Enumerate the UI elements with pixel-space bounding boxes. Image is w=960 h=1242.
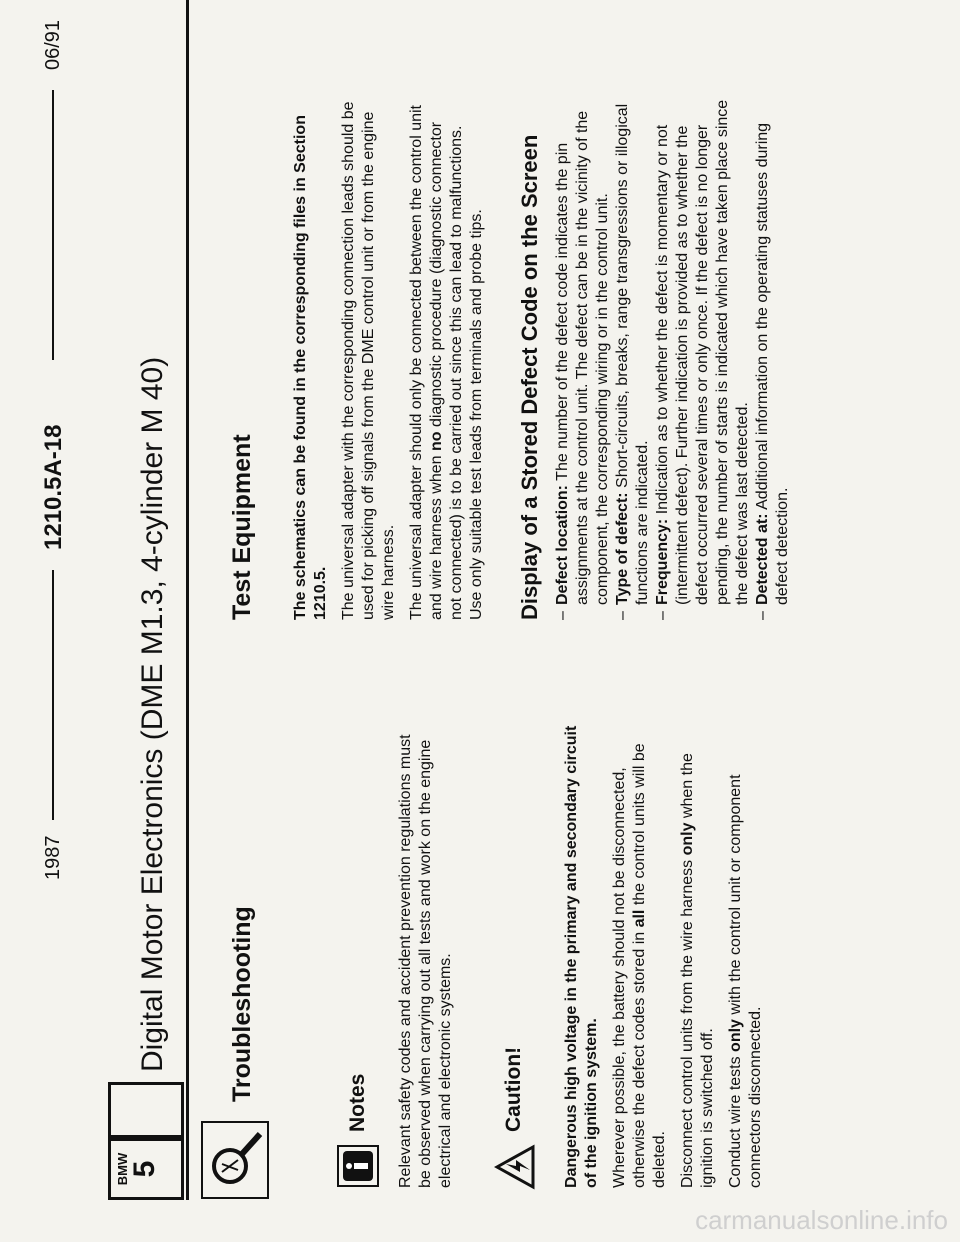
item-text: Short-circuits, breaks, range transgressions or illogical functions are indicated. [614,103,651,605]
brand-number: 5 [128,1160,161,1178]
brand-box [108,1138,184,1200]
caution-heading: Caution! [502,1046,525,1132]
test-paragraph: Use only suitable test leads from terminals and probe tips. [468,209,485,620]
title-rule [186,0,189,1200]
caution-paragraph [726,718,766,1188]
notes-header [330,660,396,1200]
info-icon [336,1144,380,1188]
emphasis: all [631,909,648,928]
watermark: carmanualsonline.info [695,1205,948,1235]
list-item [553,90,613,620]
brand-box-empty [108,1082,184,1138]
defect-list [553,90,793,620]
troubleshooting-heading: Troubleshooting [228,906,256,1102]
list-item [613,90,653,620]
text-span: the control units will be deleted. [631,743,668,1188]
magnifier-icon [200,1120,270,1200]
page-title: Digital Motor Electronics (DME M1.3, 4-cylinder M 40) [136,356,169,1072]
header-rule [52,570,54,820]
right-column [200,80,793,620]
item-label: Frequency: [654,518,671,605]
header-date: 06/91 [42,19,64,70]
text-span: when the ignition is switched off. [679,753,716,1188]
caution-body [562,718,766,1188]
display-heading: Display of a Stored Defect Code on the Screen [517,134,542,620]
test-paragraph [407,100,467,620]
text-span: with the control unit or component connectors disconnected. [727,774,764,1188]
caution-bold: Dangerous high voltage in the primary and secondary circuit of the ignition system. [563,725,600,1188]
caution-header [486,660,550,1200]
page-header [40,0,120,1240]
item-label: Type of defect: [614,492,631,605]
rotated-page [40,19,830,1200]
text-span: Disconnect control units from the wire harness [679,855,696,1188]
text-span: Wherever possible, the battery should not be disconnected, otherwise the defect codes stored in [611,767,648,1188]
list-item [753,90,793,620]
left-column [200,660,774,1200]
test-equipment-heading: Test Equipment [228,434,256,620]
emphasis: only [727,1019,744,1052]
text-span: Conduct wire tests [727,1051,744,1188]
item-text: Additional information on the operating statuses during defect detection. [754,122,791,605]
item-label: Defect location: [554,484,571,605]
emphasis: only [679,822,696,856]
troubleshooting-header [200,660,282,1200]
header-year: 1987 [42,835,64,880]
warning-icon [494,1144,536,1190]
item-label: Detected at: [754,513,771,605]
notes-text: Relevant safety codes and accident prevention regulations must be observed when carrying out all tests and work on the engine electrical and electronic systems. [397,734,454,1188]
notes-heading: Notes [346,1073,369,1132]
brand-logo [108,1092,192,1200]
caution-paragraph [610,718,670,1188]
caution-paragraph [678,718,718,1188]
list-item [653,90,753,620]
emphasis: no [428,431,445,452]
item-text: The number of the defect code indicates the pin assignments at the control unit. The defect can be in the vicinity of the component, the corresponding wiring or in the control unit. [554,110,611,605]
header-code: 1210.5A-18 [40,424,67,550]
header-rule [52,90,54,360]
test-equipment-body [291,100,487,620]
brand-text: BMW [115,1152,130,1186]
item-text: Indication as to whether the defect is momentary or not (intermittent defect). Further indication is provided as to whether the defect occurred several times or only once. If the defect is no longer pending, the number of starts is indicated which have taken place since the defect was last detected. [654,99,751,605]
text-span: The universal adapter should only be connected between the control unit and wire harness when [408,104,445,620]
test-paragraph: The schematics can be found in the corresponding files in Section 1210.5. [292,115,329,620]
text-span: diagnostic procedure (diagnostic connector not connected) is to be carried out since this can lead to malfunctions. [428,121,465,620]
test-paragraph: The universal adapter with the corresponding connection leads should be used for picking off signals from the DME control unit or from the engine wire harness. [340,101,397,620]
